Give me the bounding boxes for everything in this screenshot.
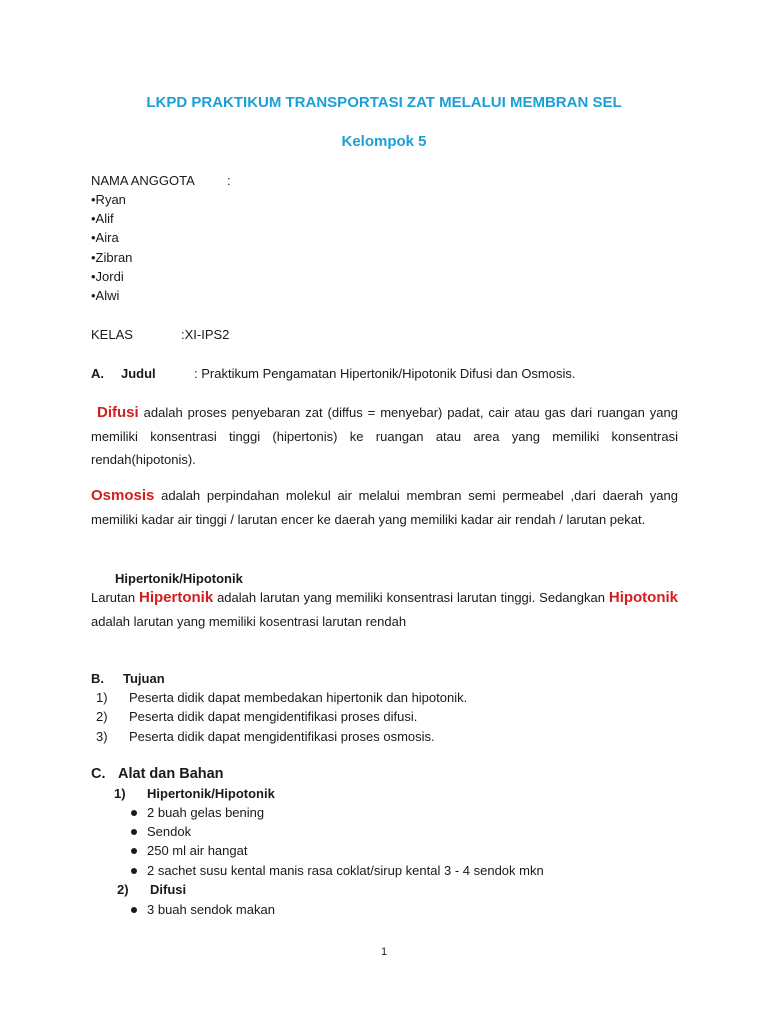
section-a-label: Judul (121, 366, 156, 381)
tujuan-number: 2) (96, 709, 108, 724)
hiper-heading: Hipertonik/Hipotonik (115, 571, 243, 586)
kelas-value: :XI-IPS2 (181, 327, 230, 342)
tujuan-number: 1) (96, 690, 108, 705)
bullet-icon (131, 848, 137, 854)
osmosis-text: adalah perpindahan molekul air melalui membran semi permeabel ,dari daerah yang memiliki kadar air tinggi / larutan encer ke daerah yang memiliki kadar air rendah / larutan pekat. (91, 488, 678, 527)
member-item: •Jordi (91, 269, 124, 284)
member-item: •Zibran (91, 250, 133, 265)
alat-group-number: 1) (114, 786, 126, 801)
tujuan-item: Peserta didik dapat membedakan hipertonik dan hipotonik. (129, 690, 468, 705)
alat-item: 2 buah gelas bening (147, 805, 265, 820)
document-title: LKPD PRAKTIKUM TRANSPORTASI ZAT MELALUI MEMBRAN SEL (146, 94, 622, 111)
section-b-label: Tujuan (123, 671, 165, 686)
hiper-mid: adalah larutan yang memiliki konsentrasi larutan tinggi. Sedangkan (213, 590, 609, 605)
alat-group-label: Difusi (150, 882, 187, 897)
alat-item: 2 sachet susu kental manis rasa coklat/sirup kental 3 - 4 sendok mkn (147, 863, 544, 878)
bullet-icon (131, 868, 137, 874)
hiper-post: adalah larutan yang memiliki kosentrasi larutan rendah (91, 613, 407, 629)
kelas-label: KELAS (91, 327, 133, 342)
hipertonik-term: Hipertonik (139, 589, 214, 606)
alat-item: 3 buah sendok makan (147, 902, 275, 917)
bullet-icon (131, 829, 137, 835)
difusi-term: Difusi (97, 404, 139, 421)
section-a-value: : Praktikum Pengamatan Hipertonik/Hipotonik Difusi dan Osmosis. (194, 366, 576, 381)
alat-group-number: 2) (117, 882, 129, 897)
hiper-paragraph (91, 586, 678, 633)
member-item: •Alif (91, 211, 114, 226)
page-number: 1 (380, 946, 388, 958)
members-colon: : (227, 173, 231, 188)
section-c-letter: C. (91, 766, 106, 782)
member-item: •Ryan (91, 192, 126, 207)
bullet-icon (131, 810, 137, 816)
tujuan-number: 3) (96, 729, 108, 744)
bullet-icon (131, 907, 137, 913)
group-subtitle: Kelompok 5 (341, 133, 427, 150)
difusi-text: adalah proses penyebaran zat (diffus = menyebar) padat, cair atau gas dari ruangan yang memiliki konsentrasi tinggi (hipertonis) ke ruangan atau area yang memiliki konsentrasi rendah(hipotonis). (91, 405, 678, 467)
member-item: •Aira (91, 230, 119, 245)
osmosis-paragraph (91, 484, 678, 531)
osmosis-term: Osmosis (91, 487, 155, 504)
tujuan-item: Peserta didik dapat mengidentifikasi proses difusi. (129, 709, 418, 724)
difusi-paragraph (91, 401, 678, 472)
members-label: NAMA ANGGOTA (91, 173, 195, 188)
section-a-letter: A. (91, 366, 104, 381)
tujuan-item: Peserta didik dapat mengidentifikasi proses osmosis. (129, 729, 435, 744)
section-b-letter: B. (91, 671, 104, 686)
section-c-label: Alat dan Bahan (118, 766, 224, 782)
hipotonik-term: Hipotonik (608, 589, 679, 606)
alat-group-label: Hipertonik/Hipotonik (147, 786, 275, 801)
alat-item: 250 ml air hangat (147, 843, 248, 858)
member-item: •Alwi (91, 288, 120, 303)
hiper-pre: Larutan (91, 590, 139, 605)
alat-item: Sendok (147, 824, 192, 839)
